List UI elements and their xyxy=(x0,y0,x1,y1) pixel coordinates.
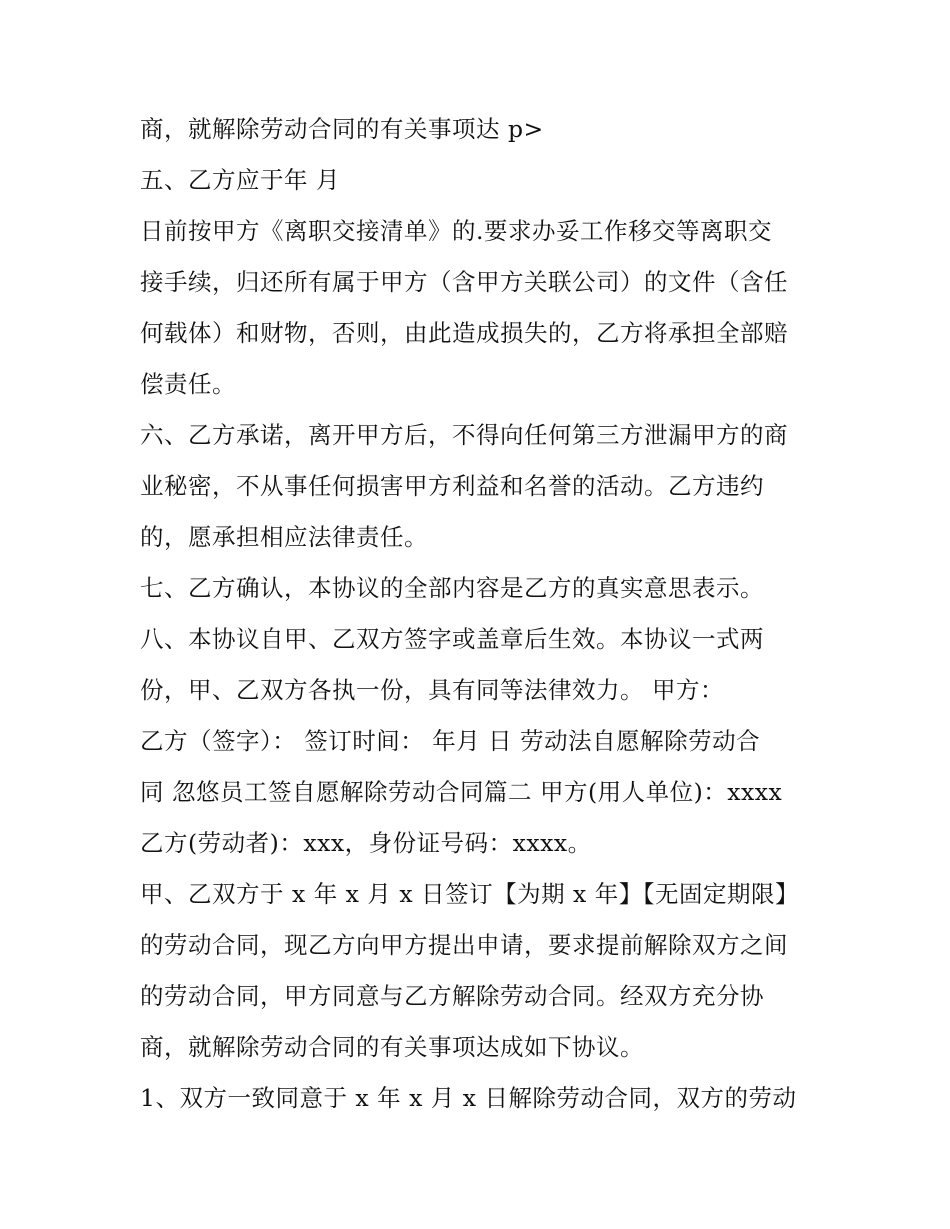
text-line: 甲、乙双方于 x 年 x 月 x 日签订【为期 x 年】【无固定期限】 xyxy=(140,880,800,908)
text-line: 的劳动合同，甲方同意与乙方解除劳动合同。经双方充分协 xyxy=(140,982,764,1010)
text-line: 的，愿承担相应法律责任。 xyxy=(140,523,428,551)
text-line: 七、乙方确认，本协议的全部内容是乙方的真实意思表示。 xyxy=(140,574,764,602)
text-line: 六、乙方承诺，离开甲方后，不得向任何第三方泄漏甲方的商 xyxy=(140,421,788,449)
text-line: 乙方(劳动者)：xxx，身份证号码：xxxx。 xyxy=(140,829,592,857)
text-line: 商，就解除劳动合同的有关事项达成如下协议。 xyxy=(140,1033,644,1061)
text-line: 同 忽悠员工签自愿解除劳动合同篇二 甲方(用人单位)：xxxx xyxy=(140,778,783,806)
text-line: 的劳动合同，现乙方向甲方提出申请，要求提前解除双方之间 xyxy=(140,931,788,959)
text-line: 1、双方一致同意于 x 年 x 月 x 日解除劳动合同，双方的劳动 xyxy=(140,1084,797,1112)
text-line: 日前按甲方《离职交接清单》的.要求办妥工作移交等离职交 xyxy=(140,217,772,245)
text-line: 乙方（签字）： 签订时间： 年月 日 劳动法自愿解除劳动合 xyxy=(140,727,761,755)
text-line: 份，甲、乙双方各执一份，具有同等法律效力。 甲方： xyxy=(140,676,724,704)
text-line: 八、本协议自甲、乙双方签字或盖章后生效。本协议一式两 xyxy=(140,625,764,653)
text-line: 偿责任。 xyxy=(140,370,236,398)
text-line: 何载体）和财物，否则，由此造成损失的，乙方将承担全部赔 xyxy=(140,319,788,347)
text-line: 接手续，归还所有属于甲方（含甲方关联公司）的文件（含任 xyxy=(140,268,788,296)
text-line: 业秘密，不从事任何损害甲方利益和名誉的活动。乙方违约 xyxy=(140,472,764,500)
text-line: 商，就解除劳动合同的有关事项达 p> xyxy=(140,115,544,143)
text-line: 五、乙方应于年 月 xyxy=(140,166,340,194)
